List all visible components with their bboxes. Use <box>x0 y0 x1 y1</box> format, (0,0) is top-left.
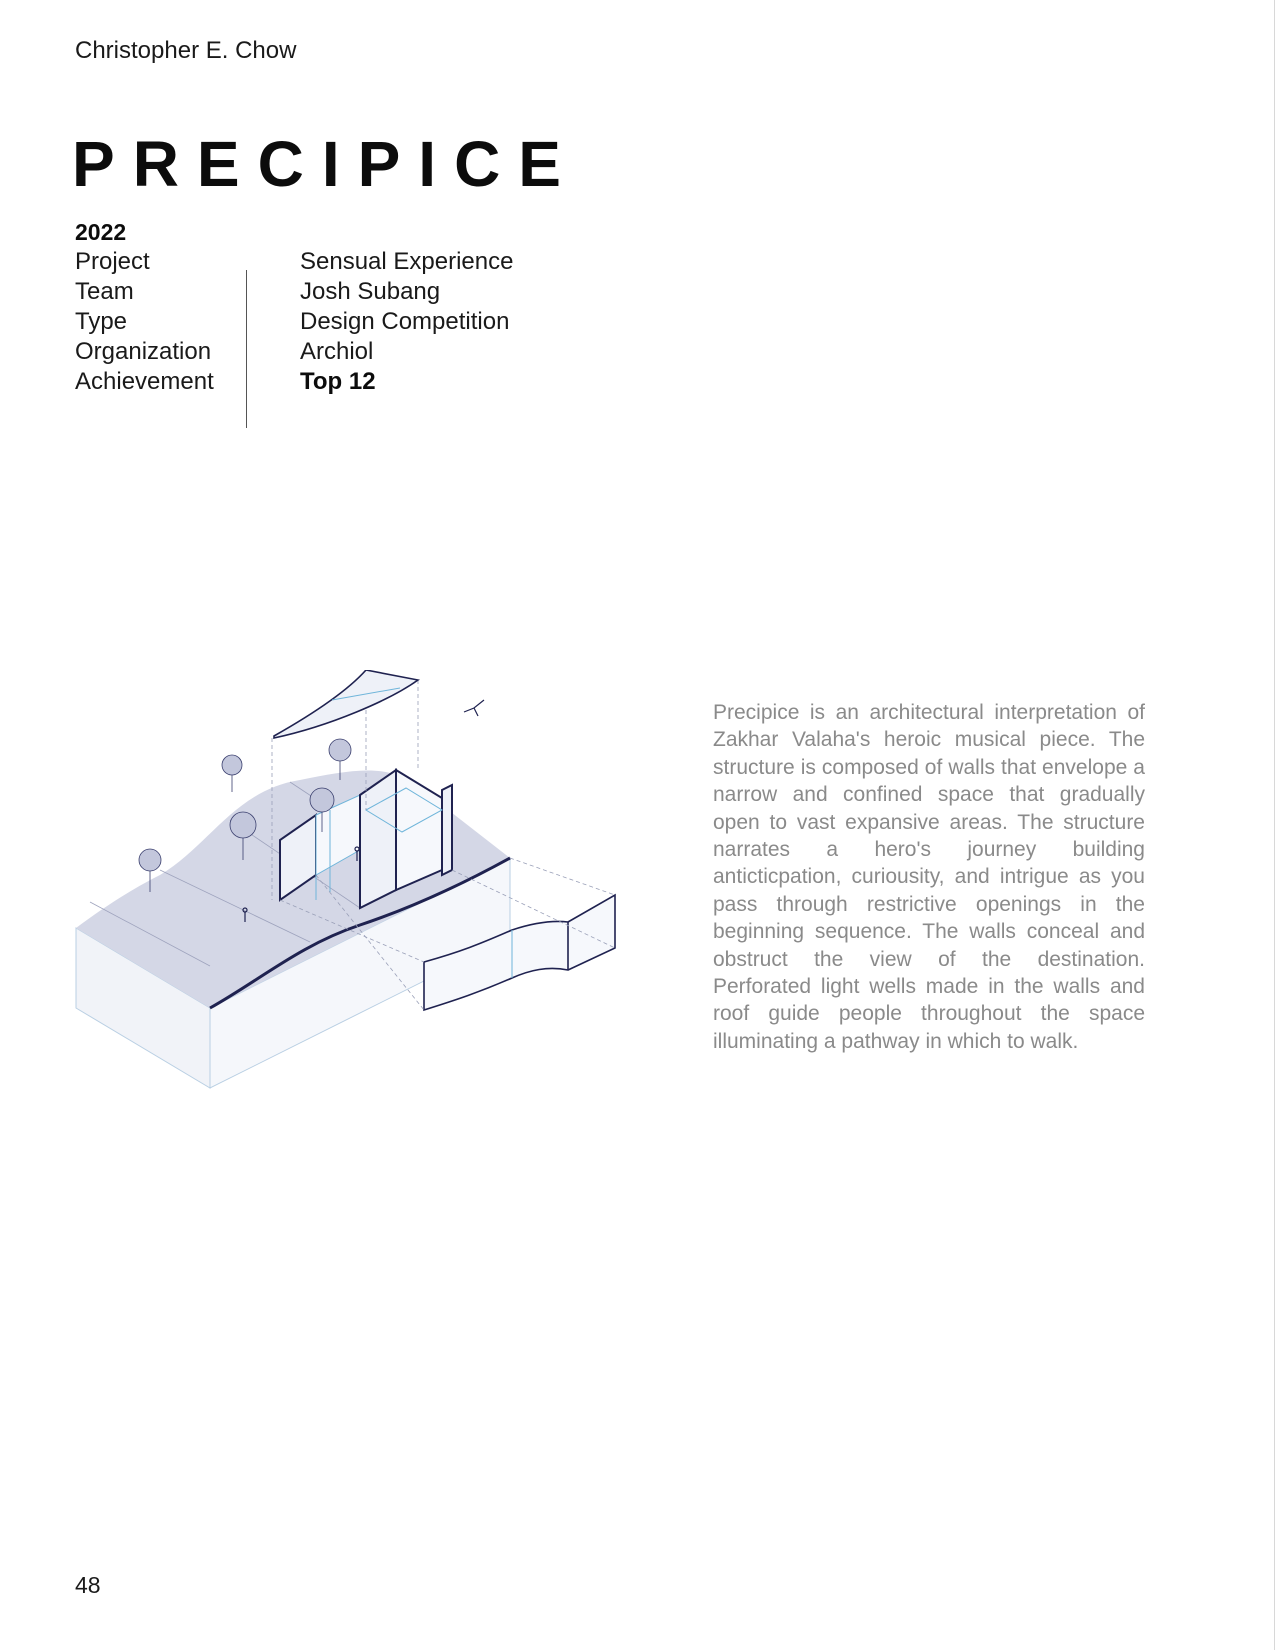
detail-value: Archiol <box>300 338 374 365</box>
bird-icon <box>464 700 484 716</box>
detail-label: Achievement <box>75 368 214 395</box>
detail-label: Organization <box>75 338 212 365</box>
project-title: PRECIPICE <box>72 128 579 200</box>
detail-label: Project <box>75 248 150 275</box>
project-year: 2022 <box>75 219 127 245</box>
author-name: Christopher E. Chow <box>75 37 297 64</box>
detail-value: Josh Subang <box>300 278 441 305</box>
floating-roof <box>274 670 418 738</box>
detail-label: Team <box>75 278 134 305</box>
detail-label: Type <box>75 308 128 335</box>
detail-value-achievement: Top 12 <box>300 368 376 395</box>
project-description: Precipice is an architectural interpretation of Zakhar Valaha's heroic musical piece. The structure is composed of walls that envelope a narrow and confined space that gradually open to vast expansive areas. The structure narrates a hero's journey building anticticpation, curiousity, and intrigue as you pass through restrictive openings in the beginning sequence. The walls conceal and obstruct the view of the destination. Perforated light wells made in the walls and roof guide people throughout the space illuminating a pathway in which to walk. <box>713 701 1145 1053</box>
details-divider <box>246 270 247 428</box>
page-number: 48 <box>75 1572 101 1598</box>
axonometric-architecture-drawing-icon <box>60 670 670 1100</box>
detail-value: Sensual Experience <box>300 248 514 275</box>
detail-value: Design Competition <box>300 308 510 335</box>
